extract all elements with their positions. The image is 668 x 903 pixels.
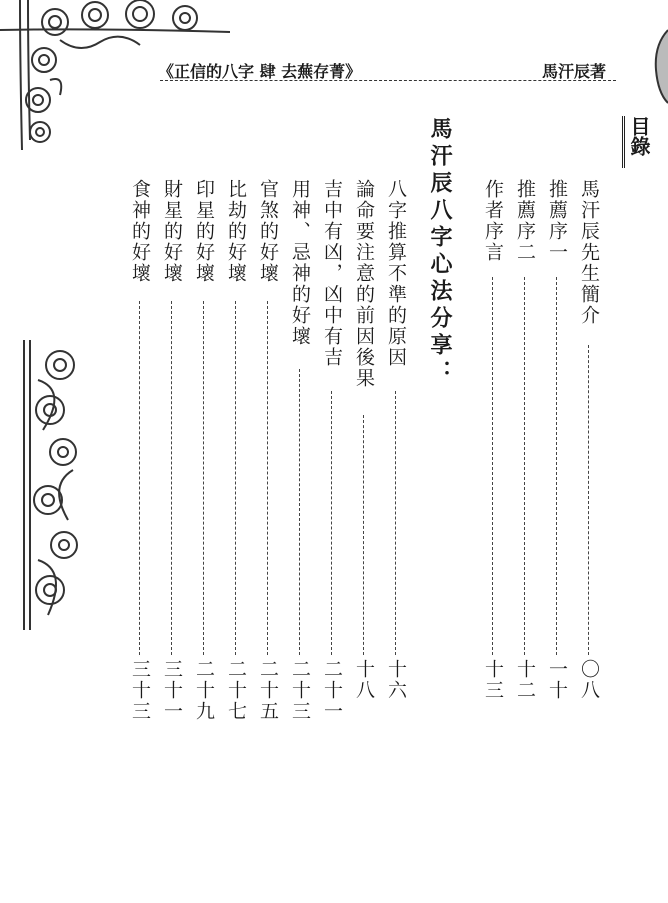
toc-entry[interactable] (382, 179, 410, 739)
toc-leader (267, 301, 268, 655)
toc-entry-page: 二十七 (225, 659, 247, 722)
toc-entry[interactable] (286, 179, 314, 739)
toc-entry-page: 二十三 (289, 659, 311, 722)
toc-entry-title: 馬汗辰先生簡介 (578, 179, 600, 326)
toc-leader (395, 391, 396, 655)
toc-entry[interactable] (479, 179, 507, 739)
toc-entry-page: 十八 (353, 659, 375, 701)
toc-entry-page: 〇八 (578, 659, 600, 701)
toc-tab-label: 目錄 (627, 116, 651, 156)
toc-entry-title: 印星的好壞 (193, 179, 215, 284)
author-name: 馬汗辰著 (541, 62, 606, 81)
toc-entry[interactable] (575, 179, 603, 739)
toc-entry-page: 三十一 (161, 659, 183, 722)
toc-entry-title: 吉中有凶，凶中有吉 (321, 179, 343, 368)
toc-entry-page: 三十三 (129, 659, 151, 722)
toc-entry-page: 二十五 (257, 659, 279, 722)
toc-leader (235, 301, 236, 655)
toc-leader (299, 369, 300, 655)
toc-entry[interactable] (511, 179, 539, 739)
toc-leader (171, 301, 172, 655)
toc-leader (363, 415, 364, 655)
toc-leader (331, 391, 332, 655)
book-title: 《正信的八字 肆 去蕪存菁》 (158, 62, 362, 81)
toc-entry-page: 二十九 (193, 659, 215, 722)
toc-entry-title: 比劫的好壞 (225, 179, 247, 284)
header-divider (160, 80, 616, 81)
toc-entry-title: 推薦序一 (546, 179, 568, 263)
toc-entry-title: 財星的好壞 (161, 179, 183, 284)
toc-entry[interactable] (222, 179, 250, 739)
toc-entry-page: 十六 (385, 659, 407, 701)
toc-entry[interactable] (254, 179, 282, 739)
toc-entry[interactable] (158, 179, 186, 739)
toc-entry-title: 食神的好壞 (129, 179, 151, 284)
toc-entry-title: 推薦序二 (514, 179, 536, 263)
toc-leader (556, 277, 557, 655)
toc-entry-page: 十三 (482, 659, 504, 701)
toc-entry[interactable] (126, 179, 154, 739)
toc-entry[interactable] (318, 179, 346, 739)
toc-leader (588, 345, 589, 655)
toc-entry-title: 八字推算不準的原因 (385, 179, 407, 368)
toc-entry-page: 一十 (546, 659, 568, 701)
section-title: 馬汗辰八字心法分享： (427, 117, 453, 387)
toc-entry-title: 論命要注意的前因後果 (353, 179, 375, 389)
toc-leader (139, 301, 140, 655)
toc-leader (492, 277, 493, 655)
toc-entry-page: 十二 (514, 659, 536, 701)
toc-entry[interactable] (190, 179, 218, 739)
toc-entry-title: 用神、忌神的好壞 (289, 179, 311, 347)
toc-entry-title: 官煞的好壞 (257, 179, 279, 284)
toc-entry[interactable] (350, 179, 378, 739)
toc-leader (524, 277, 525, 655)
toc-entry[interactable] (543, 179, 571, 739)
toc-entry-page: 二十一 (321, 659, 343, 722)
toc-entry-title: 作者序言 (482, 179, 504, 263)
toc-leader (203, 301, 204, 655)
side-scroll-ornament (18, 340, 88, 630)
right-edge-ornament (650, 25, 668, 105)
